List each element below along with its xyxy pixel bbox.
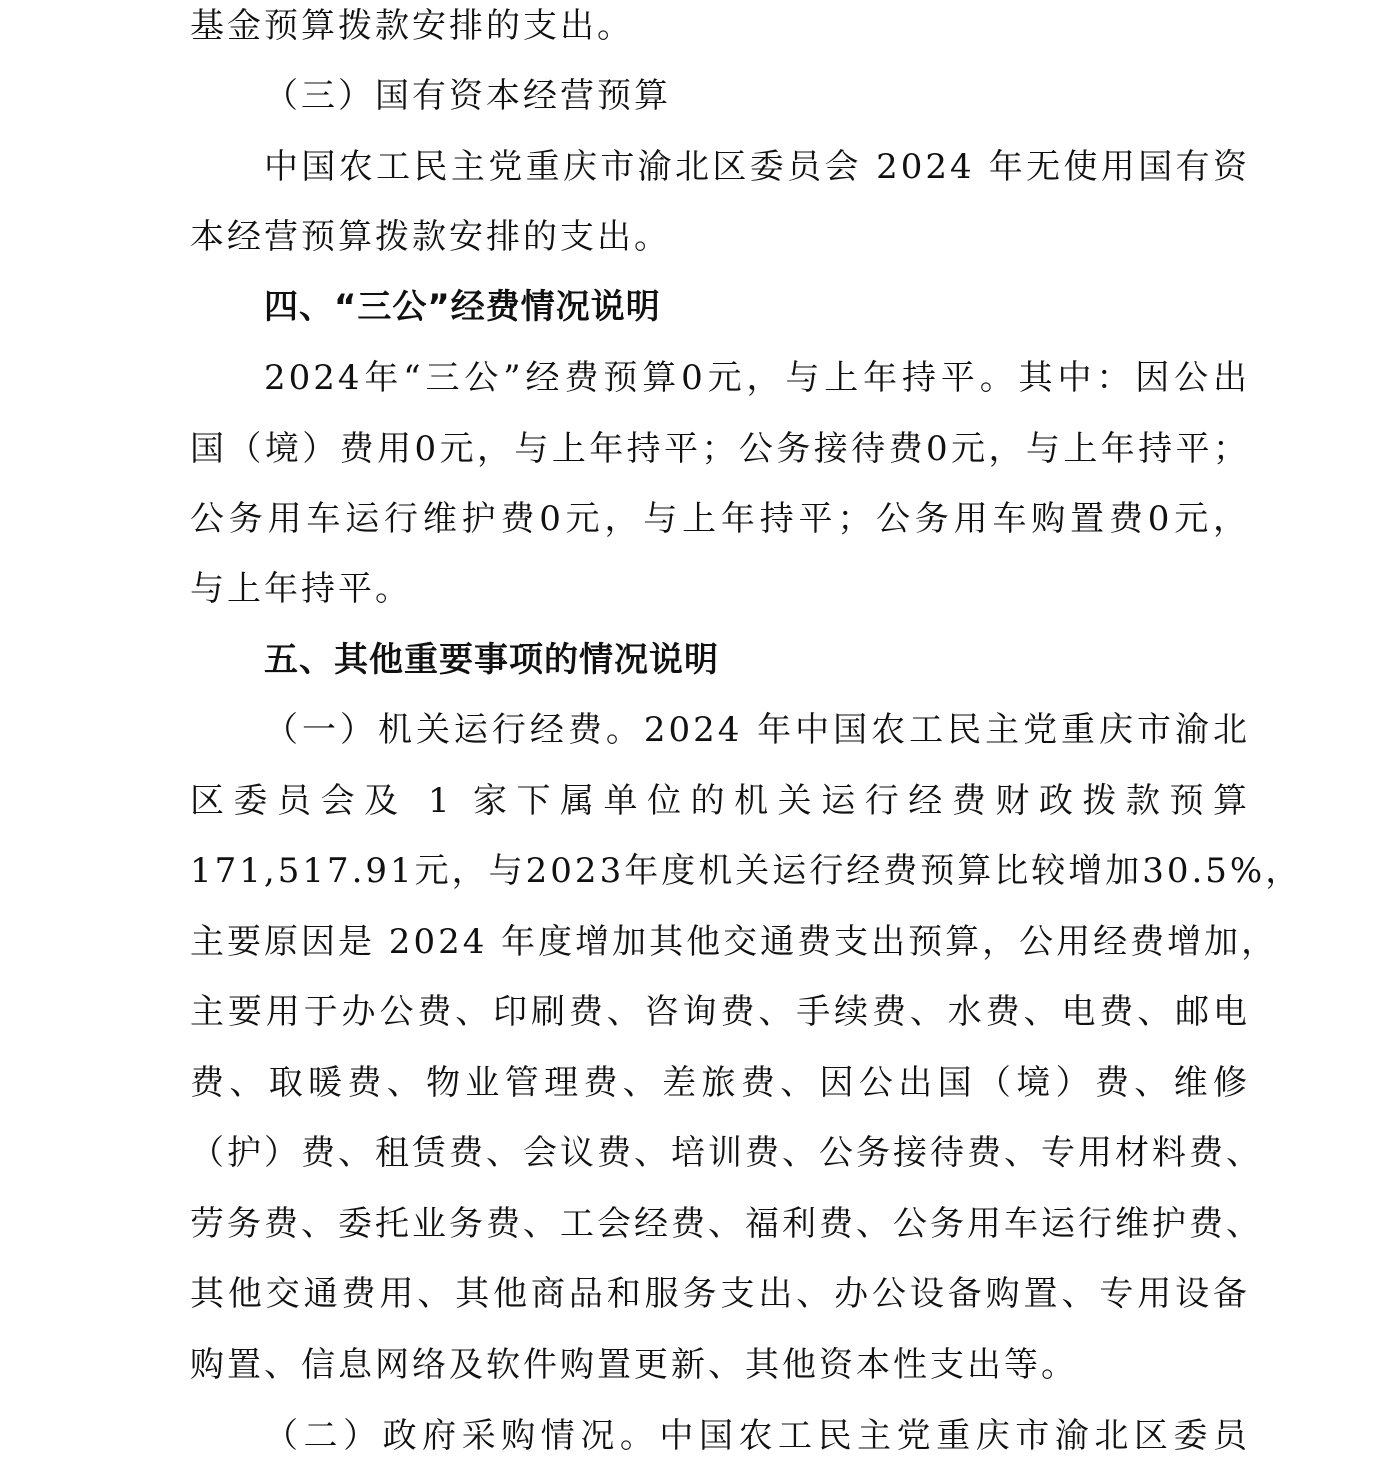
text-line: 与上年持平。 xyxy=(190,569,412,609)
text-line: 基金预算拨款安排的支出。 xyxy=(190,6,634,46)
text-line: 2024年“三公”经费预算0元，与上年持平。其中：因公出 xyxy=(264,358,1250,398)
text-line: 主要原因是 2024 年度增加其他交通费支出预算，公用经费增加， xyxy=(190,922,1279,962)
text-line: 主要用于办公费、印刷费、咨询费、手续费、水费、电费、邮电 xyxy=(190,992,1250,1032)
subsection-heading: （三）国有资本经营预算 xyxy=(264,76,671,116)
text-line: （二）政府采购情况。中国农工民主党重庆市渝北区委员 xyxy=(264,1416,1250,1456)
document-page xyxy=(190,0,1303,1457)
text-line: 本经营预算拨款安排的支出。 xyxy=(190,217,671,257)
text-line: （护）费、租赁费、会议费、培训费、公务接待费、专用材料费、 xyxy=(190,1133,1263,1173)
text-line: 其他交通费用、其他商品和服务支出、办公设备购置、专用设备 xyxy=(190,1274,1250,1314)
text-line: 劳务费、委托业务费、工会经费、福利费、公务用车运行维护费、 xyxy=(190,1204,1263,1244)
text-line: 国（境）费用0元，与上年持平；公务接待费0元，与上年持平； xyxy=(190,429,1250,469)
text-line: 区委员会及 1 家下属单位的机关运行经费财政拨款预算 xyxy=(190,781,1250,821)
text-line: 中国农工民主党重庆市渝北区委员会 2024 年无使用国有资 xyxy=(264,147,1250,187)
text-line: 购置、信息网络及软件购置更新、其他资本性支出等。 xyxy=(190,1345,1078,1385)
text-line: 171,517.91元，与2023年度机关运行经费预算比较增加30.5%， xyxy=(190,851,1303,891)
section-heading: 四、“三公”经费情况说明 xyxy=(264,287,661,327)
text-line: 费、取暖费、物业管理费、差旅费、因公出国（境）费、维修 xyxy=(190,1063,1250,1103)
text-line: （一）机关运行经费。2024 年中国农工民主党重庆市渝北 xyxy=(264,710,1250,750)
section-heading: 五、其他重要事项的情况说明 xyxy=(264,640,719,680)
text-line: 公务用车运行维护费0元，与上年持平；公务用车购置费0元， xyxy=(190,499,1250,539)
